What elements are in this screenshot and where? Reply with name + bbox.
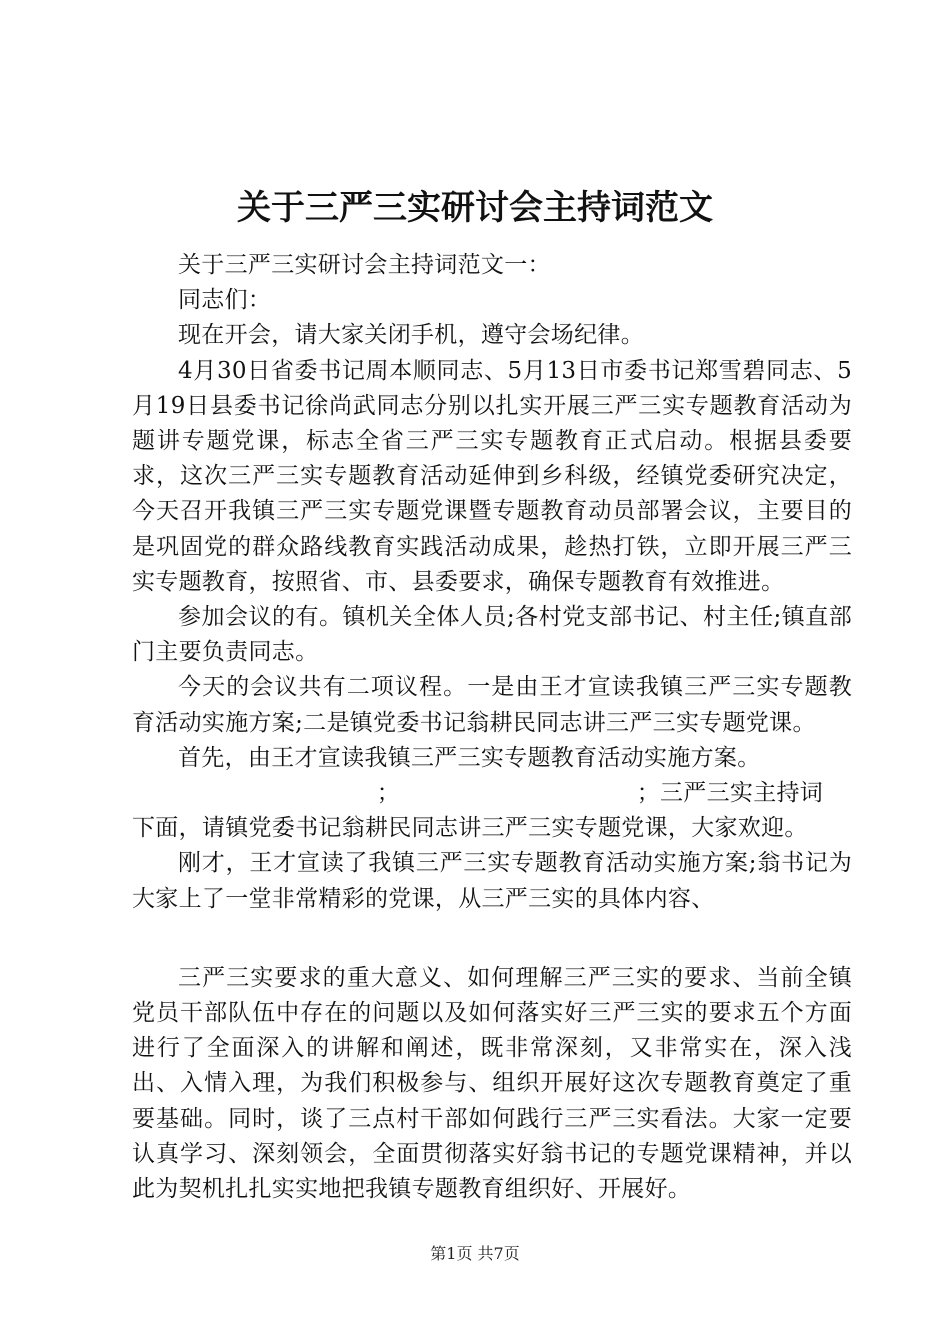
semicolon-line-tail: 三严三实主持词 xyxy=(660,780,824,807)
paragraph-heading: 关于三严三实研讨会主持词范文一： xyxy=(178,252,551,278)
paragraph-conclusion: 三严三实要求的重大意义、如何理解三严三实的要求、当前全镇党员干部队伍中存在的问题以及如何落实好三严三实的要求五个方面进行了全面深入的讲解和阐述，既非常深刻，又非常实在，深入浅出、入情入理，为我们积极参与、组织开展好这次专题教育奠定了重要基础。同时，谈了三点村干部如何践行三严三实看法。大家一定要认真学习、深刻领会，全面贯彻落实好翁书记的专题党课精神，并以此为契机扎扎实实地把我镇专题教育组织好、开展好。 xyxy=(132,964,852,1203)
semicolon-mark-2: ； xyxy=(636,780,660,807)
paragraph-attendees: 参加会议的有。镇机关全体人员;各村党支部书记、村主任;镇直部门主要负责同志。 xyxy=(132,604,852,666)
document-body xyxy=(132,248,852,1207)
paragraph-first-item: 首先，由王才宣读我镇三严三实专题教育活动实施方案。 xyxy=(178,744,761,771)
paragraph-opening: 现在开会，请大家关闭手机，遵守会场纪律。 xyxy=(178,322,644,349)
paragraph-salutation: 同志们： xyxy=(178,287,272,314)
paragraph-second-item: 下面，请镇党委书记翁耕民同志讲三严三实专题党课，大家欢迎。 xyxy=(132,815,808,842)
semicolon-mark-1: ； xyxy=(376,780,400,807)
page-footer: 第1页 共7页 xyxy=(430,1244,520,1263)
semicolon-line xyxy=(132,776,852,811)
paragraph-background: 4月30日省委书记周本顺同志、5月13日市委书记郑雪碧同志、5月19日县委书记徐尚武同志分别以扎实开展三严三实专题教育活动为题讲专题党课，标志全省三严三实专题教育正式启动。根据县委要求，这次三严三实专题教育活动延伸到乡科级，经镇党委研究决定，今天召开我镇三严三实专题党课暨专题教育动员部署会议，主要目的是巩固党的群众路线教育实践活动成果，趁热打铁，立即开展三严三实专题教育，按照省、市、县委要求，确保专题教育有效推进。 xyxy=(132,357,852,595)
paragraph-summary: 刚才，王才宣读了我镇三严三实专题教育活动实施方案;翁书记为大家上了一堂非常精彩的党课，从三严三实的具体内容、 xyxy=(132,850,852,912)
document-title: 关于三严三实研讨会主持词范文 xyxy=(237,188,713,228)
paragraph-agenda: 今天的会议共有二项议程。一是由王才宣读我镇三严三实专题教育活动实施方案;二是镇党委书记翁耕民同志讲三严三实专题党课。 xyxy=(132,674,852,736)
